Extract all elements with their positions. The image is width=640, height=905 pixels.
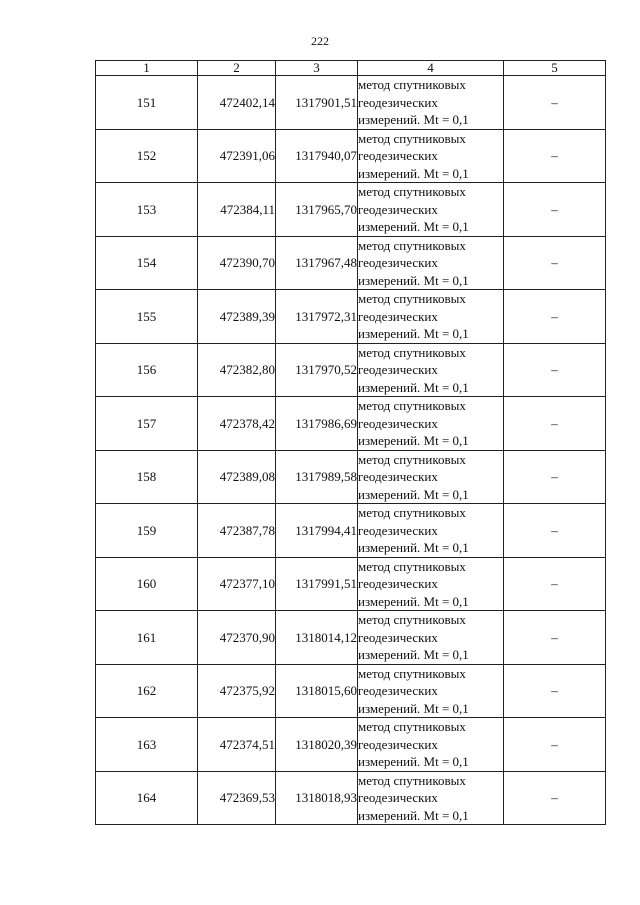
method-description — [358, 343, 504, 397]
method-line-3: измерений. Mt = 0,1 — [358, 593, 469, 609]
point-number: 158 — [96, 450, 198, 504]
point-number: 152 — [96, 129, 198, 183]
coordinates-table — [95, 60, 606, 825]
table-row — [96, 290, 606, 344]
coordinate-y: 1317972,31 — [276, 290, 358, 344]
point-number: 164 — [96, 771, 198, 825]
method-description — [358, 183, 504, 237]
method-line-2: геодезических — [358, 790, 438, 805]
method-description — [358, 771, 504, 825]
method-line-1: метод спутниковых — [358, 130, 466, 146]
coordinate-x: 472378,42 — [198, 397, 276, 451]
table-row — [96, 504, 606, 558]
method-line-2: геодезических — [358, 683, 438, 698]
method-line-3: измерений. Mt = 0,1 — [358, 486, 469, 502]
method-line-2: геодезических — [358, 148, 438, 163]
coordinate-y: 1318014,12 — [276, 611, 358, 665]
note-dash: – — [504, 76, 606, 130]
coordinate-x: 472390,70 — [198, 236, 276, 290]
note-dash: – — [504, 771, 606, 825]
table-row — [96, 129, 606, 183]
coordinate-x: 472389,08 — [198, 450, 276, 504]
point-number: 151 — [96, 76, 198, 130]
coordinate-y: 1317986,69 — [276, 397, 358, 451]
method-line-1: метод спутниковых — [358, 451, 466, 467]
method-description — [358, 611, 504, 665]
method-line-1: метод спутниковых — [358, 772, 466, 788]
note-dash: – — [504, 236, 606, 290]
point-number: 154 — [96, 236, 198, 290]
method-description — [358, 290, 504, 344]
method-line-2: геодезических — [358, 94, 438, 110]
coordinate-x: 472382,80 — [198, 343, 276, 397]
method-line-2: геодезических — [358, 201, 438, 217]
point-number: 153 — [96, 183, 198, 237]
table-row — [96, 183, 606, 237]
method-line-3: измерений. Mt = 0,1 — [358, 272, 469, 288]
coordinate-y: 1317967,48 — [276, 236, 358, 290]
coordinate-x: 472384,11 — [198, 183, 276, 237]
coordinate-x: 472370,90 — [198, 611, 276, 665]
point-number: 160 — [96, 557, 198, 611]
method-line-3: измерений. Mt = 0,1 — [358, 326, 469, 341]
method-line-1: метод спутниковых — [358, 398, 466, 413]
note-dash: – — [504, 718, 606, 772]
coordinate-x: 472391,06 — [198, 129, 276, 183]
table-row — [96, 611, 606, 665]
coordinate-y: 1317994,41 — [276, 504, 358, 558]
method-description — [358, 504, 504, 558]
method-line-1: метод спутниковых — [358, 344, 466, 360]
method-line-2: геодезических — [358, 308, 438, 324]
method-description — [358, 397, 504, 451]
method-description — [358, 236, 504, 290]
coordinate-y: 1317901,51 — [276, 76, 358, 130]
header-col-2: 2 — [198, 61, 276, 76]
coordinate-y: 1317940,07 — [276, 129, 358, 183]
page-number: 222 — [311, 34, 329, 48]
method-line-1: метод спутниковых — [358, 665, 466, 681]
header-col-1: 1 — [96, 61, 198, 76]
method-line-2: геодезических — [358, 362, 438, 377]
method-line-3: измерений. Mt = 0,1 — [358, 647, 469, 662]
method-line-1: метод спутниковых — [358, 612, 466, 627]
note-dash: – — [504, 504, 606, 558]
table-row — [96, 771, 606, 825]
method-line-3: измерений. Mt = 0,1 — [358, 433, 469, 448]
table-row — [96, 76, 606, 130]
method-line-1: метод спутниковых — [358, 505, 466, 520]
header-col-3: 3 — [276, 61, 358, 76]
method-description — [358, 76, 504, 130]
note-dash: – — [504, 611, 606, 665]
table-row — [96, 236, 606, 290]
method-line-2: геодезических — [358, 629, 438, 645]
note-dash: – — [504, 290, 606, 344]
point-number: 159 — [96, 504, 198, 558]
method-line-3: измерений. Mt = 0,1 — [358, 540, 469, 555]
coordinate-x: 472375,92 — [198, 664, 276, 718]
method-line-2: геодезических — [358, 255, 438, 270]
coordinate-y: 1317989,58 — [276, 450, 358, 504]
point-number: 162 — [96, 664, 198, 718]
header-col-5: 5 — [504, 61, 606, 76]
note-dash: – — [504, 397, 606, 451]
method-description — [358, 718, 504, 772]
method-line-3: измерений. Mt = 0,1 — [358, 754, 469, 769]
table-body — [96, 76, 606, 825]
method-line-3: измерений. Mt = 0,1 — [358, 379, 469, 395]
header-col-4: 4 — [358, 61, 504, 76]
coordinate-y: 1317970,52 — [276, 343, 358, 397]
method-line-1: метод спутниковых — [358, 558, 466, 574]
coordinate-y: 1318018,93 — [276, 771, 358, 825]
method-line-1: метод спутниковых — [358, 719, 466, 734]
point-number: 161 — [96, 611, 198, 665]
method-line-2: геодезических — [358, 469, 438, 484]
method-line-3: измерений. Mt = 0,1 — [358, 165, 469, 181]
coordinate-x: 472369,53 — [198, 771, 276, 825]
method-line-3: измерений. Mt = 0,1 — [358, 219, 469, 234]
method-description — [358, 557, 504, 611]
coordinate-y: 1318015,60 — [276, 664, 358, 718]
table-row — [96, 450, 606, 504]
method-line-2: геодезических — [358, 522, 438, 538]
table-row — [96, 718, 606, 772]
method-line-2: геодезических — [358, 415, 438, 431]
coordinate-x: 472402,14 — [198, 76, 276, 130]
point-number: 155 — [96, 290, 198, 344]
method-line-1: метод спутниковых — [358, 184, 466, 199]
method-line-2: геодезических — [358, 736, 438, 752]
table-row — [96, 343, 606, 397]
note-dash: – — [504, 129, 606, 183]
coordinate-x: 472377,10 — [198, 557, 276, 611]
coordinate-y: 1317991,51 — [276, 557, 358, 611]
coordinate-x: 472387,78 — [198, 504, 276, 558]
method-line-2: геодезических — [358, 576, 438, 591]
method-description — [358, 129, 504, 183]
method-line-1: метод спутниковых — [358, 291, 466, 306]
table-row — [96, 664, 606, 718]
coordinate-x: 472389,39 — [198, 290, 276, 344]
note-dash: – — [504, 557, 606, 611]
coordinate-x: 472374,51 — [198, 718, 276, 772]
method-description — [358, 450, 504, 504]
table-row — [96, 397, 606, 451]
point-number: 163 — [96, 718, 198, 772]
table-header-row — [96, 61, 606, 76]
point-number: 156 — [96, 343, 198, 397]
table-row — [96, 557, 606, 611]
note-dash: – — [504, 664, 606, 718]
coordinate-y: 1318020,39 — [276, 718, 358, 772]
note-dash: – — [504, 183, 606, 237]
point-number: 157 — [96, 397, 198, 451]
method-line-3: измерений. Mt = 0,1 — [358, 700, 469, 716]
coordinate-y: 1317965,70 — [276, 183, 358, 237]
method-line-1: метод спутниковых — [358, 77, 466, 92]
method-line-1: метод спутниковых — [358, 237, 466, 253]
method-description — [358, 664, 504, 718]
method-line-3: измерений. Mt = 0,1 — [358, 112, 469, 127]
note-dash: – — [504, 343, 606, 397]
method-line-3: измерений. Mt = 0,1 — [358, 807, 469, 823]
note-dash: – — [504, 450, 606, 504]
